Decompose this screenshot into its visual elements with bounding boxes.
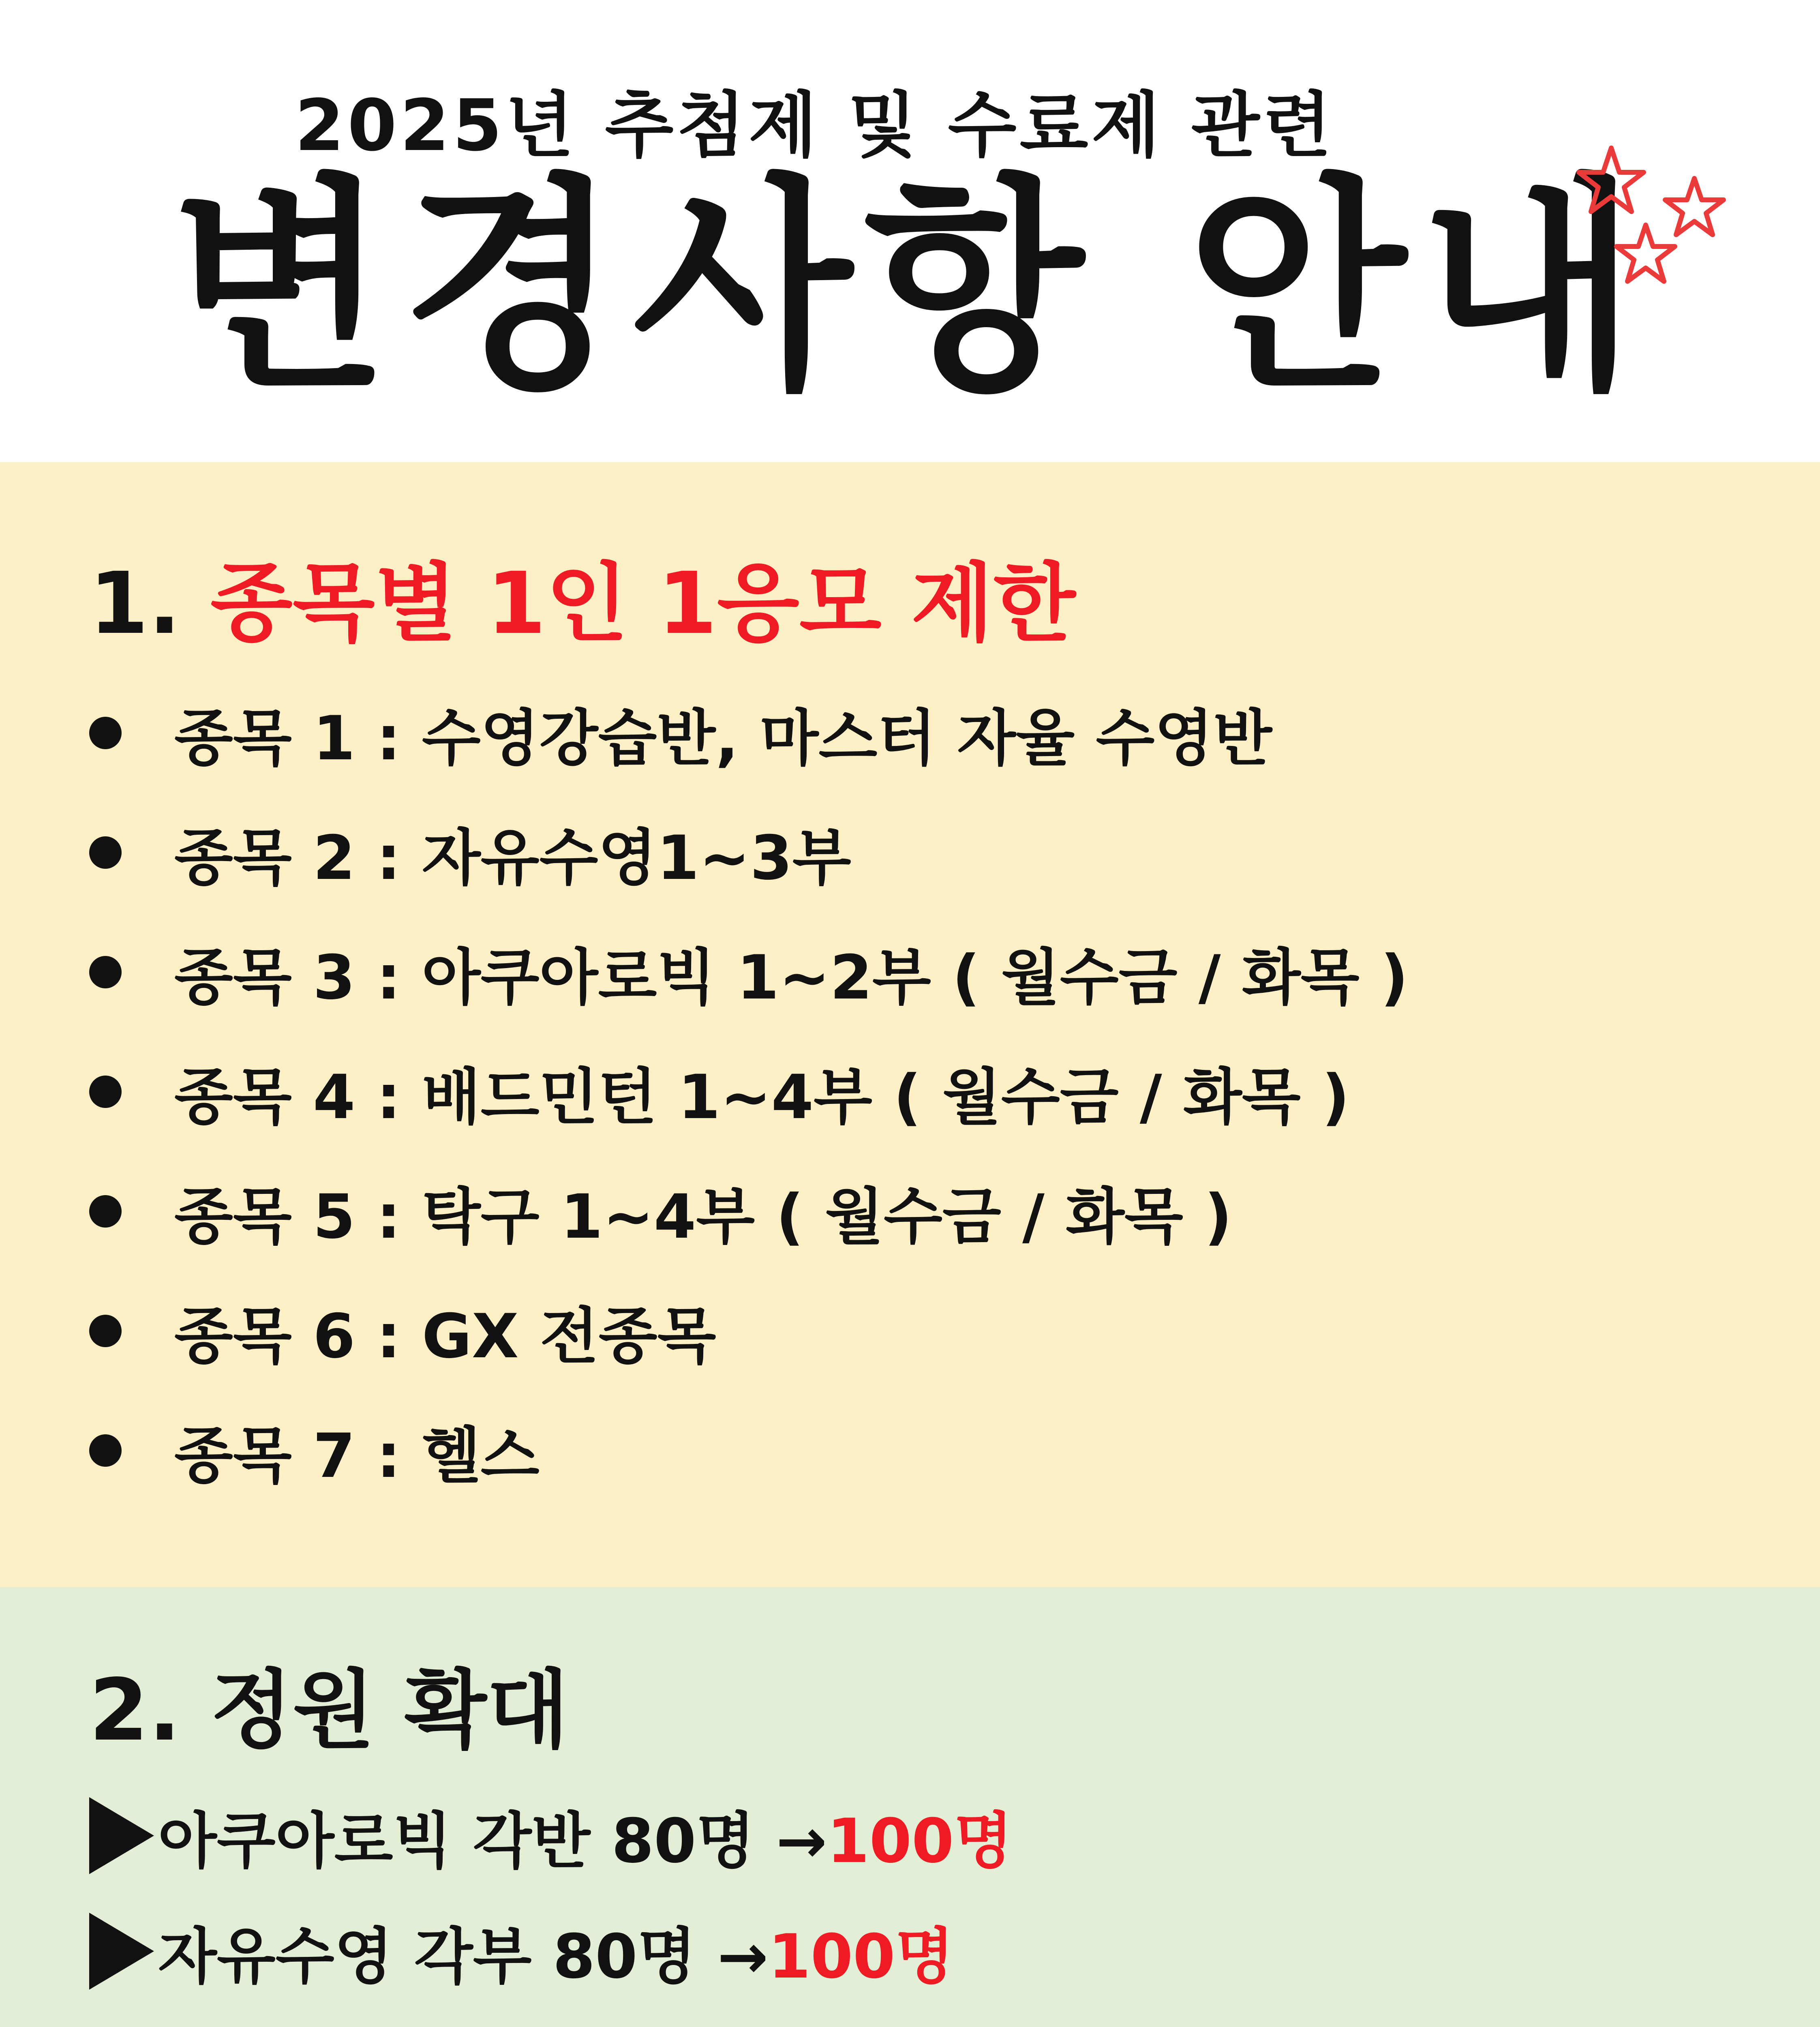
bullet-icon [89,956,122,988]
list-item: 종목 4 : 배드민턴 1~4부 ( 월수금 / 화목 ) [89,1032,1408,1151]
list-item: 종목 6 : GX 전종목 [89,1271,1408,1391]
bullet-icon [89,1195,122,1228]
list-item: 종목 1 : 수영강습반, 마스터 자율 수영반 [89,673,1408,793]
bullet-icon [89,836,122,869]
list-item: 종목 7 : 헬스 [89,1391,1408,1510]
subtitle: 2025년 추첨제 및 수료제 관련 [295,85,1335,167]
section1-title: 종목별 1인 1응모 제한 [210,554,1076,653]
event-list [89,673,1408,1510]
list-item: 종목 5 : 탁구 1~4부 ( 월수금 / 화목 ) [89,1151,1408,1271]
stars-icon [1573,140,1743,310]
page-title: 변경사항 안내 [170,156,1650,420]
section1-heading [89,535,1075,658]
section1-number: 1. [89,554,181,653]
section2-heading: 2. 정원 확대 [89,1661,569,1760]
triangle-bullet-icon [89,1797,154,1874]
capacity-row: 자유수영 각부 80명 → 100명 [89,1907,954,1995]
section-entry-limit [0,462,1820,1587]
list-item: 종목 2 : 자유수영1~3부 [89,793,1408,912]
header [0,0,1820,462]
bullet-icon [89,1434,122,1467]
bullet-icon [89,717,122,749]
triangle-bullet-icon [89,1913,154,1990]
list-item: 종목 3 : 아쿠아로빅 1~2부 ( 월수금 / 화목 ) [89,912,1408,1032]
bullet-icon [89,1315,122,1347]
section-capacity [0,1587,1820,2027]
capacity-row: 아쿠아로빅 각반 80명 → 100명 [89,1792,1013,1879]
bullet-icon [89,1076,122,1108]
